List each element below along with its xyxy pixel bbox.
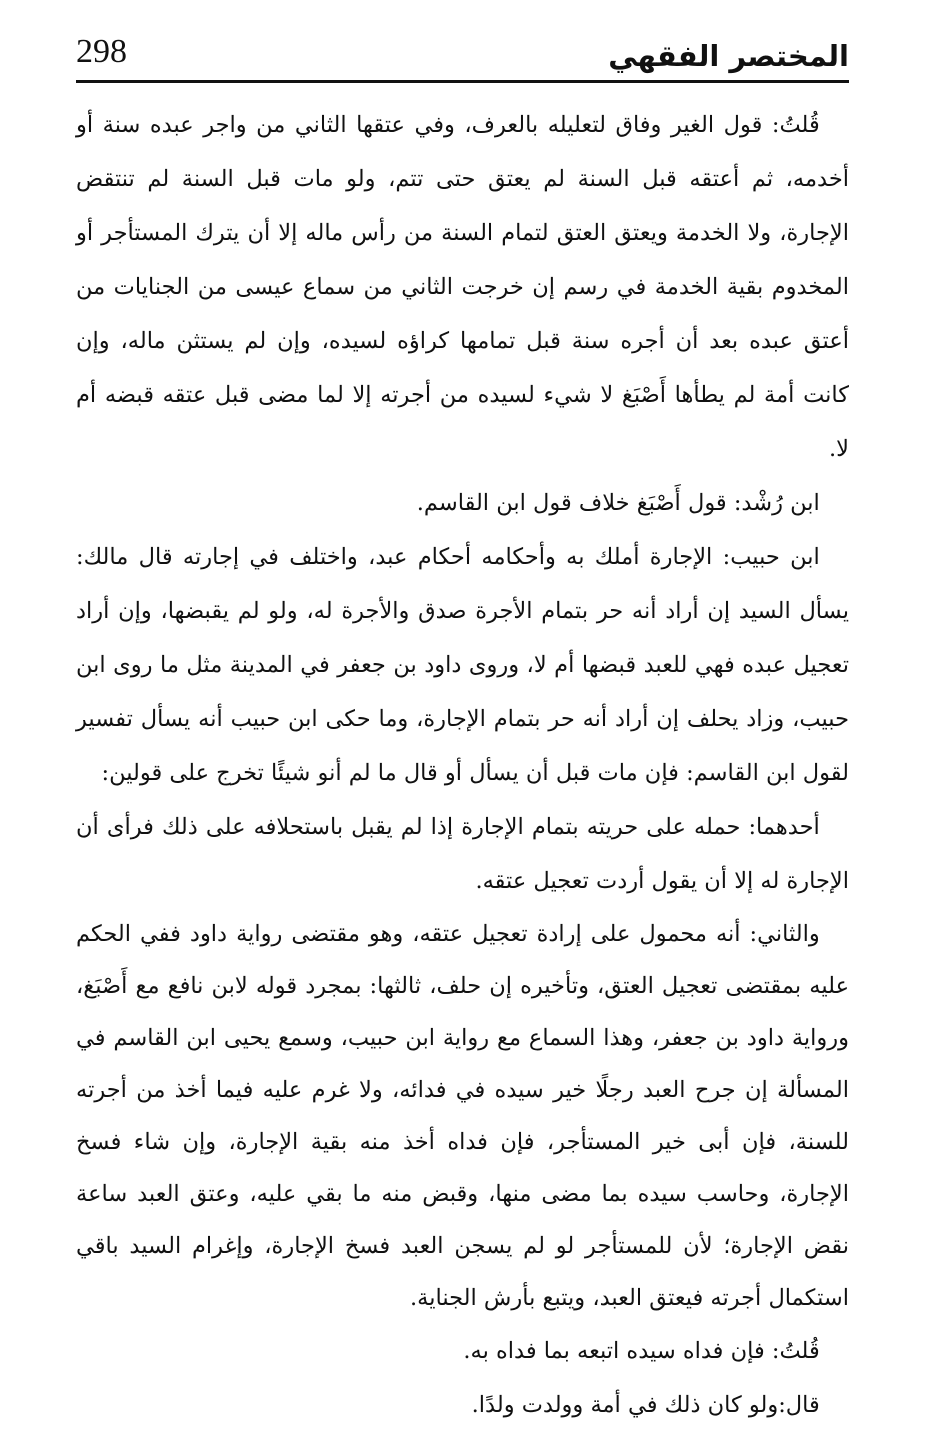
- page-header: [76, 30, 849, 82]
- paragraph-1: قُلتُ: قول الغير وفاق لتعليله بالعرف، وفي عتقها الثاني من واجر عبده سنة أو أخدمه، ثم أعتقه قبل السنة لم يعتق حتى تتم، ولو مات قبل السنة لم تنتقض الإجارة، ولا الخدمة ويعتق العتق لتمام السنة من رأس ماله إلا أن يترك المستأجر أو المخدوم بقية الخدمة في رسم إن خرجت الثاني من سماع عيسى من الجنايات من أعتق عبده بعد أن أجره سنة قبل تمامها كراؤه لسيده، وإن لم يستثن ماله، وإن كانت أمة لم يطأها أَصْبَغ لا شيء لسيده من أجرته إلا لما مضى قبل عتقه قبضه أم لا.: [76, 112, 849, 462]
- body-text: [76, 98, 849, 1432]
- page-number: 298: [76, 33, 127, 70]
- paragraph-2: ابن رُشْد: قول أَصْبَغ خلاف قول ابن القاسم.: [416, 490, 820, 516]
- paragraph-5: والثاني: أنه محمول على إرادة تعجيل عتقه، وهو مقتضى رواية داود ففي الحكم عليه بمقتضى تعجيل العتق، وتأخيره إن حلف، ثالثها: بمجرد قوله لابن نافع مع أَصْبَغ، ورواية داود بن جعفر، وهذا السماع مع رواية ابن حبيب، وسمع يحيى ابن القاسم في المسألة إن جرح العبد رجلًا خير سيده في فدائه، ولا غرم عليه فيما أخذ من أجرته للسنة، فإن أبى خير المستأجر، فإن فداه أخذ منه بقية الإجارة، وإن شاء فسخ الإجارة، وحاسب سيده بما مضى منها، وقبض منه ما بقي عليه، وعتق العبد ساعة نقض الإجارة؛ لأن للمستأجر لو لم يسجن العبد فسخ الإجارة، وإغرام السيد باقي استكمال أجرته فيعتق العبد، ويتبع بأرش الجناية.: [76, 921, 849, 1311]
- book-title: المختصر الفقهي: [608, 39, 849, 73]
- header-rule: [76, 80, 849, 83]
- paragraph-7: قال:ولو كان ذلك في أمة وولدت ولدًا.: [471, 1392, 820, 1418]
- paragraph-4: أحدهما: حمله على حريته بتمام الإجارة إذا لم يقبل باستحلافه على ذلك فرأى أن الإجارة له إلا أن يقول أردت تعجيل عتقه.: [76, 814, 849, 894]
- paragraph-3: ابن حبيب: الإجارة أملك به وأحكامه أحكام عبد، واختلف في إجارته قال مالك: يسأل السيد إن أراد أنه حر بتمام الأجرة صدق والأجرة له، ولو لم يقبضها، وإن أراد تعجيل عبده فهي للعبد قبضها أم لا، وروى داود بن جعفر في المدينة مثل ما روى ابن حبيب، وزاد يحلف إن أراد أنه حر بتمام الإجارة، وما حكى ابن حبيب أنه يسأل تفسير لقول ابن القاسم: فإن مات قبل أن يسأل أو قال ما لم أنو شيئًا تخرج على قولين:: [76, 544, 849, 786]
- paragraph-6: قُلتُ: فإن فداه سيده اتبعه بما فداه به.: [463, 1338, 820, 1364]
